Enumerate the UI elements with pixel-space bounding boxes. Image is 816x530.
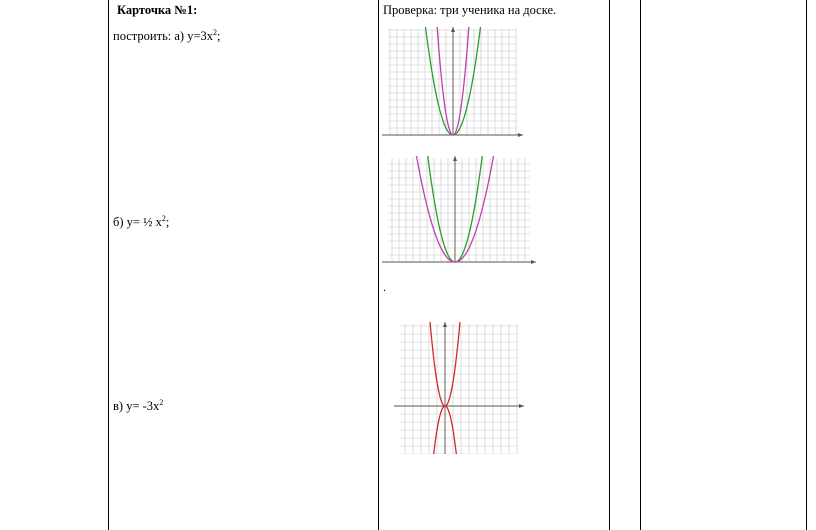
table-left-border	[108, 0, 109, 530]
task-c-exponent: 2	[159, 398, 164, 407]
check-heading: Проверка: три ученика на доске.	[383, 3, 557, 17]
task-b-text: б) у= ½ х	[113, 215, 162, 229]
table-column-divider	[378, 0, 379, 530]
x-axis-arrow	[518, 133, 523, 137]
task-b-suffix: ;	[165, 215, 170, 229]
y-axis-arrow	[453, 156, 457, 161]
grid-lines	[388, 158, 530, 262]
parabola-graph-3	[392, 322, 526, 454]
table-column-divider	[640, 0, 641, 530]
parabola-graph-3-svg	[392, 322, 526, 454]
stray-dot: .	[383, 280, 387, 294]
grid-lines	[388, 29, 517, 135]
task-b	[113, 215, 169, 230]
x-axis-arrow	[531, 260, 536, 264]
task-a	[113, 29, 220, 44]
x-axis-arrow	[519, 404, 524, 408]
task-a-suffix: ;	[217, 29, 221, 43]
parabola-graph-2-svg	[380, 156, 538, 268]
card-title: Карточка №1:	[117, 3, 198, 17]
task-c-text: в) у= -3х	[113, 399, 160, 413]
parabola-graph-1-svg	[380, 27, 525, 145]
task-a-exponent: 2	[213, 28, 217, 37]
parabola-graph-1	[380, 27, 525, 145]
task-c	[113, 399, 163, 414]
parabola-graph-2	[380, 156, 538, 268]
task-a-text: построить: а) у=3х	[113, 29, 213, 43]
table-column-divider	[609, 0, 610, 530]
table-right-border	[806, 0, 807, 530]
y-axis-arrow	[443, 322, 447, 327]
y-axis-arrow	[451, 27, 455, 32]
task-b-exponent: 2	[161, 214, 166, 223]
grid-lines	[400, 324, 518, 454]
